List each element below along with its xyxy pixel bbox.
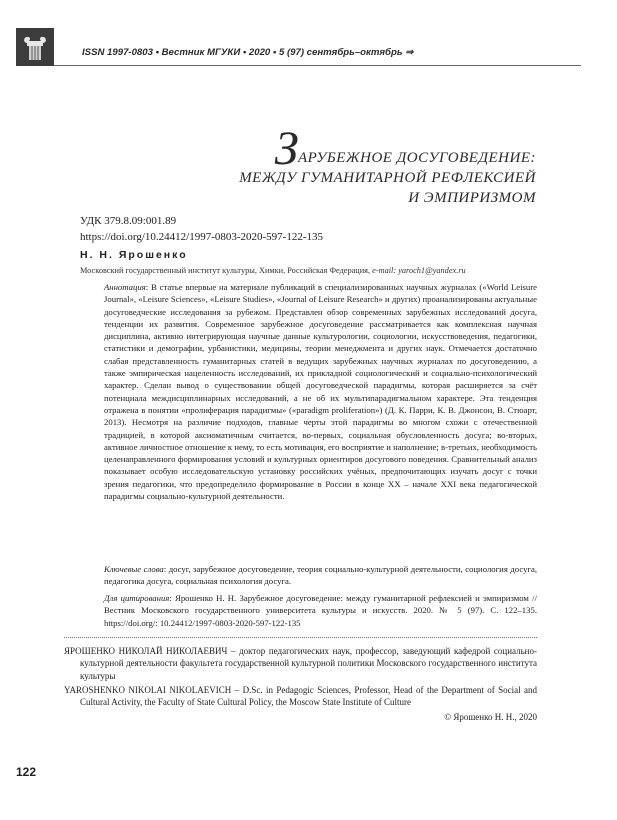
journal-logo bbox=[16, 28, 54, 66]
title-line-2: МЕЖДУ ГУМАНИТАРНОЙ РЕФЛЕКСИЕЙ bbox=[239, 170, 536, 186]
abstract bbox=[104, 281, 537, 502]
doi-link[interactable]: https://doi.org/10.24412/1997-0803-2020-597-122-135 bbox=[80, 231, 324, 243]
udc-code: УДК 379.8.09:001.89 bbox=[80, 215, 177, 227]
abstract-text: : В статье впервые на материале публикаций в специализированных научных журналах («World Leisure Journal», «Leisure Sciences», «Leisure Studies», «Journal of Leisure Research» и других) проанализированы актуальные досуговедческие исследования за рубежом. Представлен обзор современных зарубежных исследований досуга, тенденции их развития. Современное зарубежное досуговедение рассматривается как комплексная научная дисциплина, активно интегрирующая научные данные культурологии, социологии, искусствоведения, педагогики, статистики и демографии, урбанистики, медицины, теории менеджмента и других наук. Отмечается достаточно слабая представленность гуманитарных статей в ведущих зарубежных научных журналах по досуговедению, а также эмпирическая нацеленность исследований, их прикладной социологический и социально-психологический характер. Сделан вывод о существовании общей досуговедческой парадигмы, которая расширяется за счёт потенциала междисциплинарных исследований, а не об их мультипарадигмальном характере. Эта тенденция отражена в понятии «пролиферация парадигмы» («paradigm proliferation») (Д. К. Парри, К. В. Джонсон, В. Стюарт, 2013). Несмотря на различие подходов, главные черты этой парадигмы во многом схожи с отечественной традицией, в которой аксиоматичным считается, во-первых, социальная обусловленность досуга; во-вторых, активное личностное отношение к нему, то есть мотивация, его восприятие и наполнение; в-третьих, необходимость целенаправленного формирования условий и культурных ориентиров досугового поведения. Сравнительный анализ показывает особую исследовательскую установку российских учёных, предпочитающих изучать досуг с точки зрения педагогики, что предопределило формирование в России в конце XX – начале XXI века педагогической парадигмы социально-культурной деятельности. bbox=[104, 282, 537, 502]
author-affiliation bbox=[80, 266, 466, 275]
author-email[interactable]: e-mail: yaroch1@yandex.ru bbox=[372, 266, 466, 275]
citation bbox=[104, 592, 537, 629]
abstract-label: Аннотация bbox=[104, 282, 146, 292]
dotted-divider bbox=[64, 637, 537, 638]
journal-header bbox=[16, 28, 581, 66]
article-title bbox=[239, 122, 536, 208]
citation-text: : Ярошенко Н. Н. Зарубежное досуговедение: между гуманитарной рефлексией и эмпиризмом // Вестник Московского государственного университета культуры и искусств. 2020. № 5 (97). С. 122–135. https://doi.org/: 10.24412/1997-0803-2020-597-122-135 bbox=[104, 593, 538, 628]
affiliation-text: Московский государственный институт культуры, Химки, Российская Федерация, bbox=[80, 266, 373, 275]
page-number: 122 bbox=[16, 765, 37, 779]
keywords-text: : досуг, зарубежное досуговедение, теория социально-культурной деятельности, социология досуга, педагогика досуга, социальная психология досуга. bbox=[104, 564, 538, 587]
author-bio-en: YAROSHENKO NIKOLAI NIKOLAEVICH – D.Sc. in Pedagogic Sciences, Professor, Head of the Department of Social and Cultural Activity, the Faculty of State Cultural Policy, the Moscow State Institute of Culture bbox=[64, 685, 537, 708]
author-bio-ru: ЯРОШЕНКО НИКОЛАЙ НИКОЛАЕВИЧ – доктор педагогических наук, профессор, заведующий кафедрой социально-культурной деятельности факультета государственной культурной политики Московского государственного института культуры bbox=[64, 646, 537, 681]
title-line-1-rest: АРУБЕЖНОЕ ДОСУГОВЕДЕНИЕ: bbox=[298, 150, 536, 166]
keywords-label: Ключевые слова bbox=[104, 564, 164, 574]
keywords bbox=[104, 563, 537, 588]
citation-label: Для цитирования bbox=[104, 593, 170, 603]
title-line-1 bbox=[239, 122, 536, 175]
column-capital-icon bbox=[16, 28, 54, 66]
title-dropcap: З bbox=[274, 122, 300, 175]
running-title: ISSN 1997-0803 • Вестник МГУКИ • 2020 • 5 (97) сентябрь–октябрь ⇒ bbox=[82, 47, 414, 58]
copyright: © Ярошенко Н. Н., 2020 bbox=[444, 712, 537, 722]
author-name: Н. Н. Ярошенко bbox=[80, 249, 188, 261]
title-line-3: И ЭМПИРИЗМОМ bbox=[408, 190, 536, 206]
header-rule bbox=[54, 65, 581, 66]
